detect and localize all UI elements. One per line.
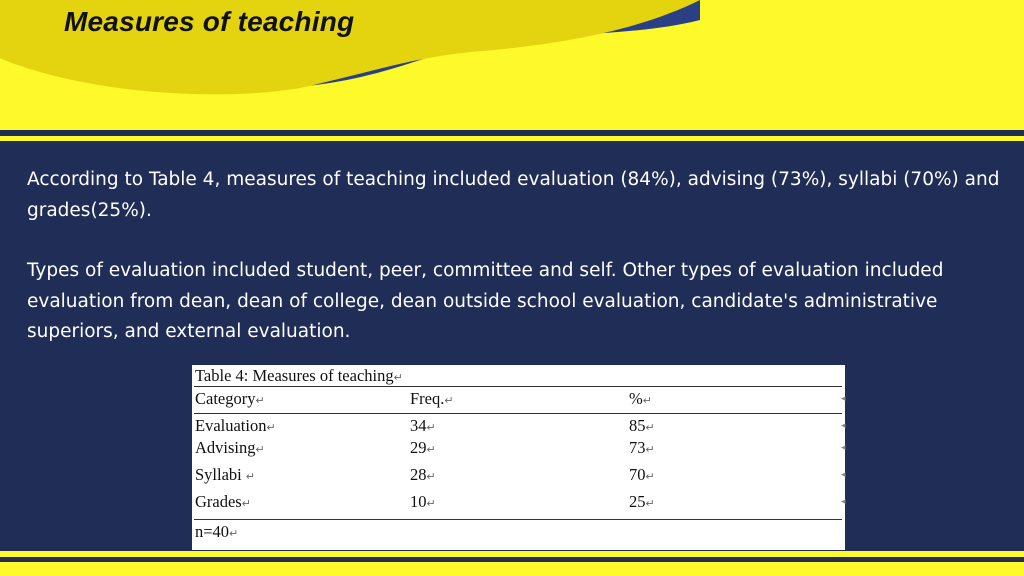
table-cell-category: Syllabi ↵ (195, 465, 256, 484)
table-cell-freq: 34↵ (410, 416, 436, 435)
page-title: Measures of teaching (64, 6, 355, 37)
table-cell-freq: 10↵ (410, 492, 436, 511)
content-area (0, 141, 1024, 551)
table-header-percent: %↵ (629, 389, 652, 408)
header-banner (0, 0, 1024, 130)
table-measures-of-teaching (192, 365, 845, 550)
table-cell-freq: 29↵ (410, 438, 436, 457)
table-footer: n=40↵ (195, 522, 239, 541)
table-cell-percent: 70↵ (629, 465, 655, 484)
paragraph-evaluation-types: Types of evaluation included student, peer, committee and self. Other types of evaluation included evaluation from dean, dean of college, dean outside school evaluation, candidate's administrative superiors, and external evaluation. (27, 260, 944, 342)
table-cell-freq: 28↵ (410, 465, 436, 484)
paragraph-summary: According to Table 4, measures of teaching included evaluation (84%), advising (73%), syllabi (70%) and grades(25%). (27, 169, 1000, 221)
table-rule (194, 386, 842, 387)
table-caption: Table 4: Measures of teaching↵ (195, 366, 403, 385)
table-edge-mark: ◂ (841, 420, 846, 430)
table-header-freq: Freq.↵ (410, 389, 454, 408)
table-cell-percent: 73↵ (629, 438, 655, 457)
footer-yellow-band (0, 562, 1024, 576)
table-cell-category: Grades↵ (195, 492, 251, 511)
table-edge-mark: ◂ (841, 496, 846, 506)
table-cell-percent: 25↵ (629, 492, 655, 511)
table-cell-category: Evaluation↵ (195, 416, 276, 435)
table-rule (194, 413, 842, 414)
table-cell-category: Advising↵ (195, 438, 265, 457)
table-edge-mark: ◂ (841, 393, 846, 403)
table-edge-mark: ◂ (841, 442, 846, 452)
table-header-category: Category↵ (195, 389, 265, 408)
table-rule (194, 519, 842, 520)
table-cell-percent: 85↵ (629, 416, 655, 435)
table-edge-mark: ◂ (841, 469, 846, 479)
